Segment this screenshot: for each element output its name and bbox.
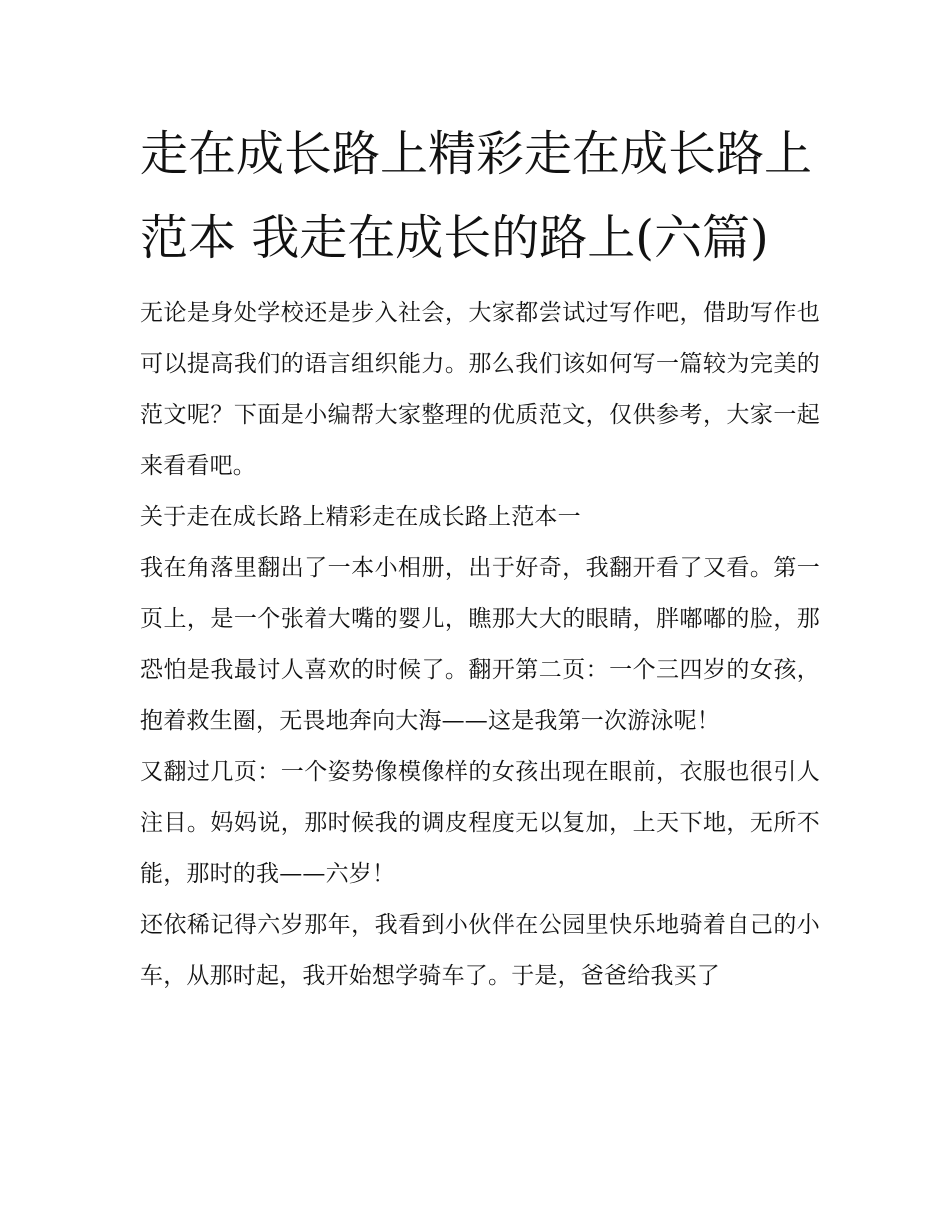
document-page	[140, 112, 820, 1002]
document-title: 走在成长路上精彩走在成长路上范本 我走在成长的路上(六篇)	[140, 126, 813, 266]
paragraph-intro: 无论是身处学校还是步入社会，大家都尝试过写作吧，借助写作也可以提高我们的语言组织能力。那么我们该如何写一篇较为完美的范文呢？下面是小编帮大家整理的优质范文，仅供参考，大家一起来看看吧。	[140, 300, 820, 479]
section-heading: 关于走在成长路上精彩走在成长路上范本一	[140, 504, 581, 530]
paragraph-album: 我在角落里翻出了一本小相册，出于好奇，我翻开看了又看。第一页上，是一个张着大嘴的婴儿，瞧那大大的眼睛，胖嘟嘟的脸，那恐怕是我最讨人喜欢的时候了。翻开第二页：一个三四岁的女孩，抱着救生圈，无畏地奔向大海——这是我第一次游泳呢！	[140, 555, 820, 734]
paragraph-bike: 还依稀记得六岁那年，我看到小伙伴在公园里快乐地骑着自己的小车，从那时起，我开始想学骑车了。于是，爸爸给我买了	[140, 912, 820, 989]
paragraph-six-years: 又翻过几页：一个姿势像模像样的女孩出现在眼前，衣服也很引人注目。妈妈说，那时候我的调皮程度无以复加，上天下地，无所不能，那时的我——六岁！	[140, 759, 820, 887]
